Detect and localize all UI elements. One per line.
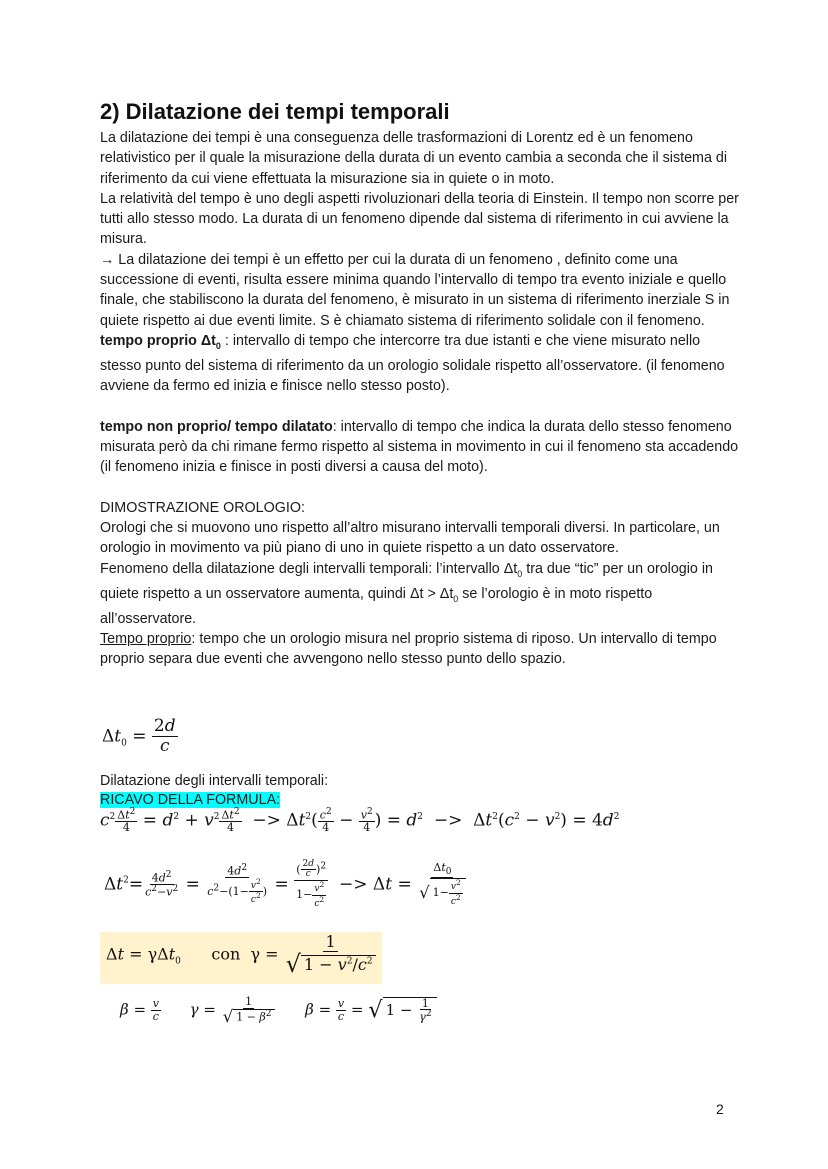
section-heading: 2) Dilatazione dei tempi temporali <box>100 99 450 124</box>
formula-derivation-1: $c^2$ $\frac{\Delta t^2}{4}$ = $d^2 + v^2$ $\frac{\Delta t^2}{4}$ −> $\Delta t^2$( $\frac{c^2}{4}$ − $\frac{v^2}{4}$ ) = $d^2 -> \Delta t^2(c^2 - v^2) = 4d^2$ <box>100 807 620 835</box>
formula-derivation-2: $\Delta t^2=$ $\frac{4d^2}{c^2-v^2}$ = $4d^2$ $c^2-(1-$ $\frac{v^2}{c^2}$ ) = ( $\frac{2d}{c}$ )$^2$ 1− $\frac{v^2}{c^2}$ −> Δt = $\Delta t_0$ √ 1− $\frac{v^2}{c^2}$ <box>104 860 468 910</box>
demo-paragraph-1: Orologi che si muovono uno rispetto all’altro misurano intervalli temporali diversi. In particolare, un orologio in movimento va più piano di uno in quiete rispetto a un dato osservatore. <box>100 519 720 557</box>
page-number: 2 <box>716 1101 724 1117</box>
demo-title: DIMOSTRAZIONE OROLOGIO: <box>100 499 305 516</box>
formula-beta-gamma: β = $\frac{v}{c}$ γ = 1 √ $1 - \beta^2$ β = $\frac{v}{c}$ = √ 1 − $\frac{1}{\gamma^2}$ <box>120 996 437 1025</box>
formula-dilation-result: Δt = γΔt$_0$ con γ = 1 √ $1 - v^2/c^2$ <box>106 934 378 976</box>
proper-time-paragraph: tempo proprio $\Delta t_0$ : intervallo di tempo che intercorre tra due istanti e che viene misurato nello stesso punto del sistema di riferimento da un orologio solidale rispetto all’osservatore. (il fenomeno avviene da fermo ed inizia e finisce nello stesso posto). <box>100 332 725 395</box>
demo-paragraph-3: Tempo proprio: tempo che un orologio misura nel proprio sistema di riposo. Un intervallo di tempo proprio separa due eventi che avvengono nello stesso punto dello spazio. <box>100 631 717 668</box>
formula-proper-interval: $\Delta t_0$ = $\frac{2d}{c}$ <box>102 716 176 756</box>
improper-time-label: tempo non proprio/ tempo dilatato <box>100 418 333 435</box>
intro-paragraph: La dilatazione dei tempi è una conseguenza delle trasformazioni di Lorentz ed è un fenomeno relativistico per il quale la misurazione della durata di un evento cambia a seconda che il sistema di riferimento da cui viene effettuata la misurazione sia in quiete o in moto. <box>100 130 728 187</box>
demo-paragraph-2: Fenomeno della dilatazione degli intervalli temporali: l’intervallo $\Delta t_0$ tra due “tic” per un orologio in quiete rispetto a un osservatore aumenta, quindi $\Delta t > \Delta t_0$ se l’orologio è in moto rispetto all’osservatore. <box>100 560 713 627</box>
dilation-label: Dilatazione degli intervalli temporali: <box>100 773 329 789</box>
proper-time-label: tempo proprio $\Delta t_0$ <box>100 332 221 351</box>
document-body <box>100 98 740 670</box>
proper-time-underlined: Tempo proprio <box>100 631 192 648</box>
derive-label: RICAVO DELLA FORMULA: <box>100 792 281 808</box>
relativity-paragraph: La relatività del tempo è uno degli aspetti rivoluzionari della teoria di Einstein. Il tempo non scorre per tutti allo stesso modo. La durata di un fenomeno dipende dal sistema di riferimento in cui avviene la misura. <box>100 190 739 248</box>
con-word: con <box>211 944 241 964</box>
improper-time-paragraph: tempo non proprio/ tempo dilatato: intervallo di tempo che indica la durata dello stesso fenomeno misurata però da chi rimane fermo rispetto al sistema in movimento in cui il fenomeno sta accadendo (il fenomeno inizia e finisce in posti diversi a causa del moto). <box>100 418 739 476</box>
definition-paragraph: → La dilatazione dei tempi è un effetto per cui la durata di un fenomeno , definito come una successione di eventi, risulta essere minima quando l’intervallo di tempo tra evento iniziale e quello finale, che stabiliscono la durata del fenomeno, è misurato in un sistema di riferimento inerziale S in quiete rispetto ai due eventi limite. S è chiamato sistema di riferimento solidale con il fenomeno. <box>100 251 730 329</box>
